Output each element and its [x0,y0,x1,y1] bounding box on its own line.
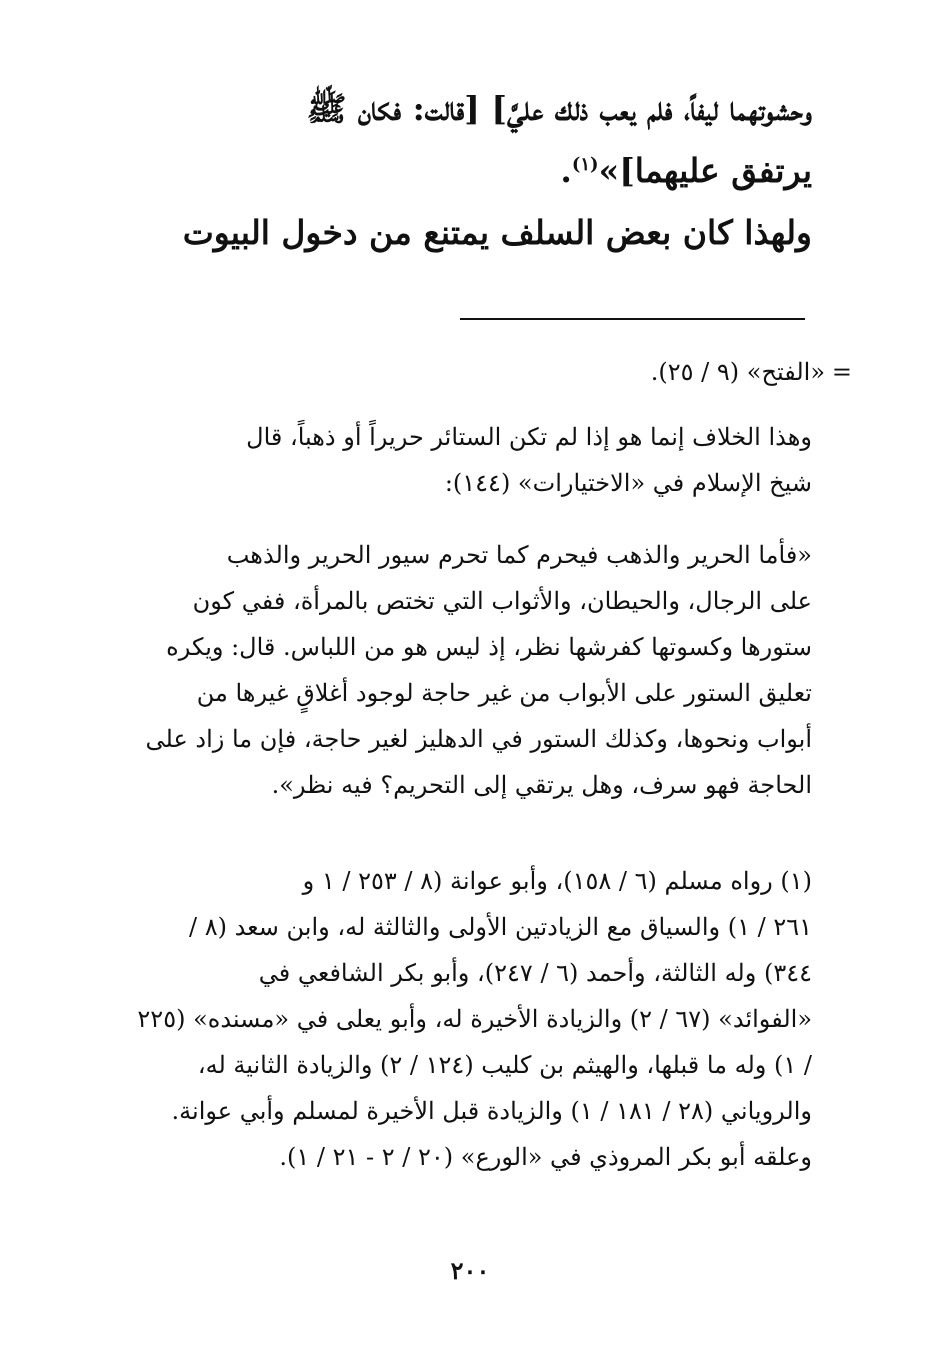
footnote-line-1: (١) رواه مسلم (٦ / ١٥٨)، وأبو عوانة (٨ / ٢٥٣ / ١ و [302,867,812,895]
main-text [112,78,812,264]
paragraph-2-line-2: على الرجال، والحيطان، والأثواب التي تختص بالمرأة، ففي كون [192,587,812,615]
paragraph-1-line-1: وهذا الخلاف إنما هو إذا لم تكن الستائر حريراً أو ذهباً، قال [246,423,812,451]
main-text-line-1: وحشوتهما ليفاً، فلم يعب ذلك عليَّ] [قالت: فكان ﷺ [306,89,812,128]
paragraph-2-line-6: الحاجة فهو سرف، وهل يرتقي إلى التحريم؟ فيه نظر». [271,771,812,799]
main-text-line-3: ولهذا كان بعض السلف يمتنع من دخول البيوت [182,213,812,252]
footnote-line-3: ٣٤٤) وله الثالثة، وأحمد (٦ / ٢٤٧)، وأبو بكر الشافعي في [258,959,812,987]
paragraph-2-line-3: ستورها وكسوتها كفرشها نظر، إذ ليس هو من اللباس. قال: ويكره [166,633,812,661]
paragraph-2-quotation [112,532,812,808]
paragraph-2-line-5: أبواب ونحوها، وكذلك الستور في الدهليز لغير حاجة، فإن ما زاد على [145,725,812,753]
main-text-line-2-end: . [560,151,572,190]
page-number: ٢٠٠ [450,1256,490,1285]
paragraph-2-line-4: تعليق الستور على الأبواب من غير حاجة لوجود أغلاقٍ غيرها من [196,679,812,707]
footnote-line-4: «الفوائد» (٦٧ / ٢) والزيادة الأخيرة له، وأبو يعلى في «مسنده» (٢٢٥ [137,1005,812,1033]
main-text-line-2 [112,140,812,202]
paragraph-1-line-2: شيخ الإسلام في «الاختيارات» (١٤٤): [444,469,812,497]
continuation-note: «الفتح» (٩ / ٢٥). [650,358,825,386]
main-text-line-2-text: يرتفق عليهما]» [598,151,812,190]
footnote-line-5: / ١) وله ما قبلها، والهيثم بن كليب (١٢٤ / ٢) والزيادة الثانية له، [197,1051,812,1079]
footnotes [112,858,812,1180]
paragraph-1 [112,414,812,506]
continuation-marker: = [831,358,852,386]
footnote-line-6: والروياني (٢٨ / ١٨١ / ١) والزيادة قبل الأخيرة لمسلم وأبي عوانة. [171,1097,812,1125]
footnote-line-2: ٢٦١ / ١) والسياق مع الزيادتين الأولى والثالثة له، وابن سعد (٨ / [188,913,812,941]
paragraph-2-line-1: «فأما الحرير والذهب فيحرم كما تحرم سيور الحرير والذهب [226,541,812,569]
footnote-line-7: وعلقه أبو بكر المروذي في «الورع» (٢٠ / ٢ - ٢١ / ١). [279,1143,812,1171]
footnote-separator [460,318,805,320]
footnote-reference: (١) [571,154,599,175]
